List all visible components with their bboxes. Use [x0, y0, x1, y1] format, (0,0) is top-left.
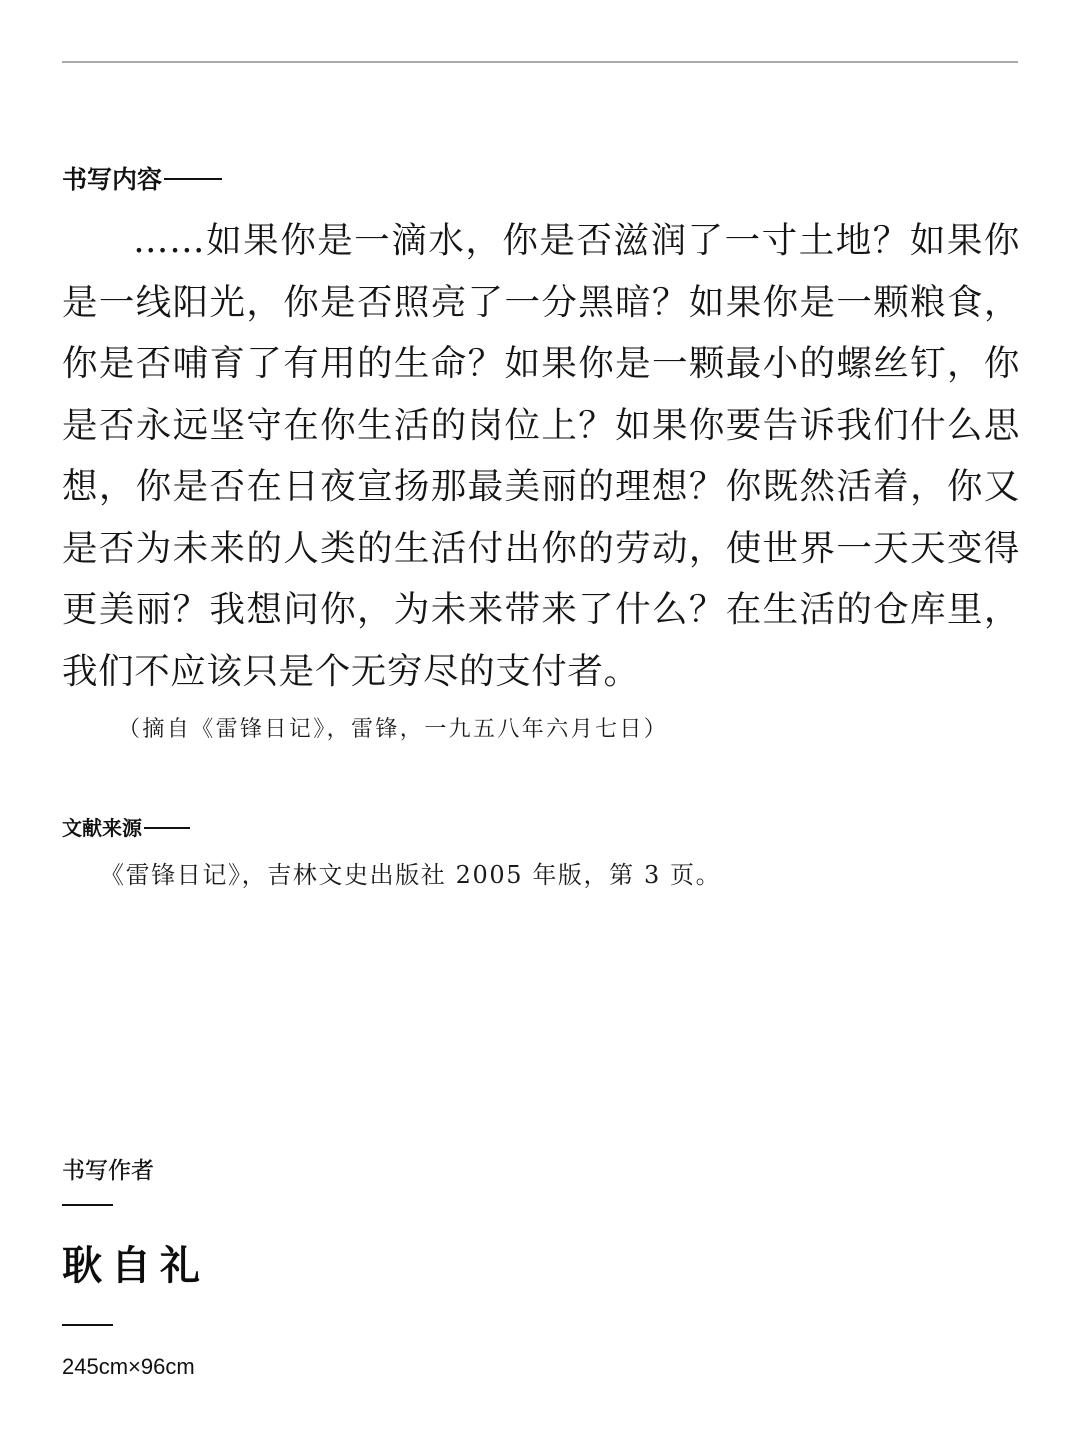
inscription-body [62, 210, 1020, 702]
source-section-label [62, 815, 190, 843]
author-name: 耿自礼 [62, 1242, 209, 1289]
author-divider-bottom [62, 1324, 113, 1326]
inscription-text: ……如果你是一滴水，你是否滋润了一寸土地？如果你是一线阳光，你是否照亮了一分黑暗？如果你是一颗粮食，你是否哺育了有用的生命？如果你是一颗最小的螺丝钉，你是否永远坚守在你生活的岗位上？如果你要告诉我们什么思想，你是否在日夜宣扬那最美丽的理想？你既然活着，你又是否为未来的人类的生活付出你的劳动，使世界一天天变得更美丽？我想问你，为未来带来了什么？在生活的仓库里，我们不应该只是个无穷尽的支付者。 [62, 220, 1020, 692]
citation-note: （摘自《雷锋日记》，雷锋，一九五八年六月七日） [118, 717, 669, 742]
label-dash [164, 178, 222, 180]
top-divider [62, 61, 1018, 63]
source-label-text: 文献来源 [62, 818, 142, 840]
content-label-text: 书写内容 [62, 166, 163, 194]
content-section-label [62, 163, 222, 197]
artwork-dimensions: 245cm×96cm [62, 1354, 195, 1379]
author-section-label: 书写作者 [62, 1157, 154, 1183]
source-reference: 《雷锋日记》，吉林文史出版社 2005 年版，第 3 页。 [100, 861, 722, 889]
author-divider-top [62, 1204, 113, 1206]
label-dash [144, 827, 190, 829]
